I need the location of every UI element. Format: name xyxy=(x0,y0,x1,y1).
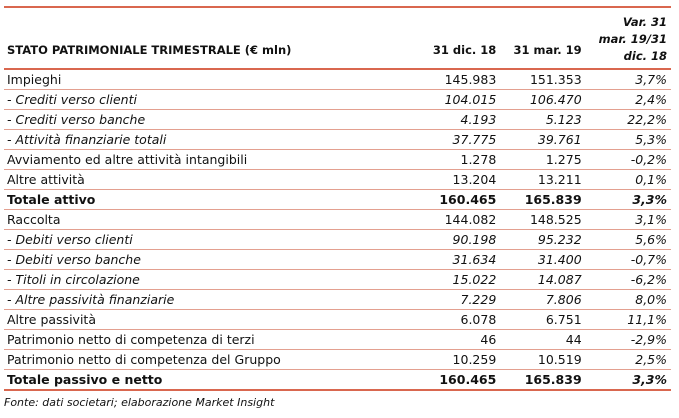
row-label: Totale passivo e netto xyxy=(7,372,163,387)
table-row xyxy=(4,330,671,350)
row-value-dec18: 10.259 xyxy=(452,352,497,367)
row-value-dec18: 7.229 xyxy=(460,292,497,307)
row-label: Totale attivo xyxy=(7,192,96,207)
row-variation: -2,9% xyxy=(630,332,668,347)
table-row xyxy=(4,150,671,170)
row-variation: 3,3% xyxy=(632,192,668,207)
row-value-mar19: 13.211 xyxy=(537,172,582,187)
row-value-dec18: 46 xyxy=(480,332,497,347)
row-variation: 2,5% xyxy=(635,352,668,367)
row-value-dec18: 15.022 xyxy=(452,272,497,287)
row-value-dec18: 160.465 xyxy=(439,372,497,387)
row-variation: -6,2% xyxy=(630,272,668,287)
header-var-line1: Var. 31 xyxy=(622,15,668,29)
row-value-dec18: 90.198 xyxy=(452,232,497,247)
row-value-mar19: 5.123 xyxy=(545,112,582,127)
row-value-dec18: 4.193 xyxy=(460,112,497,127)
row-variation: 5,6% xyxy=(635,232,668,247)
row-value-mar19: 106.470 xyxy=(529,92,582,107)
balance-sheet-table xyxy=(4,6,671,391)
row-value-dec18: 145.983 xyxy=(444,72,497,87)
row-label: Raccolta xyxy=(7,212,61,227)
row-value-mar19: 148.525 xyxy=(529,212,582,227)
row-variation: 3,3% xyxy=(632,372,668,387)
row-value-mar19: 7.806 xyxy=(545,292,582,307)
row-label: Avviamento ed altre attività intangibili xyxy=(7,152,248,167)
row-variation: 3,7% xyxy=(635,72,668,87)
table-row xyxy=(4,270,671,290)
table-row xyxy=(4,250,671,270)
row-value-mar19: 151.353 xyxy=(529,72,582,87)
row-value-dec18: 1.278 xyxy=(460,152,497,167)
row-variation: 3,1% xyxy=(635,212,668,227)
row-label: Altre passività xyxy=(7,312,96,327)
row-variation: 22,2% xyxy=(627,112,668,127)
header-var-line3: dic. 18 xyxy=(623,49,668,63)
row-value-dec18: 31.634 xyxy=(452,252,497,267)
row-value-mar19: 165.839 xyxy=(524,192,582,207)
row-value-mar19: 10.519 xyxy=(537,352,582,367)
table-row xyxy=(4,130,671,150)
header-var-line2: mar. 19/31 xyxy=(598,32,668,46)
row-value-dec18: 104.015 xyxy=(444,92,497,107)
table-row-total xyxy=(4,370,671,391)
row-value-dec18: 160.465 xyxy=(439,192,497,207)
table-row xyxy=(4,70,671,90)
row-label: - Debiti verso banche xyxy=(7,252,141,267)
header-col-mar19: 31 mar. 19 xyxy=(513,43,582,57)
table-row xyxy=(4,90,671,110)
table-row xyxy=(4,310,671,330)
header-col-dec18: 31 dic. 18 xyxy=(432,43,497,57)
row-label: - Crediti verso clienti xyxy=(7,92,137,107)
row-variation: 11,1% xyxy=(627,312,668,327)
row-value-mar19: 31.400 xyxy=(537,252,582,267)
row-label: - Debiti verso clienti xyxy=(7,232,133,247)
table-row xyxy=(4,230,671,250)
row-variation: -0,2% xyxy=(630,152,668,167)
row-variation: 0,1% xyxy=(635,172,668,187)
table-row-total xyxy=(4,190,671,210)
row-value-mar19: 1.275 xyxy=(545,152,582,167)
row-value-mar19: 165.839 xyxy=(524,372,582,387)
table-row xyxy=(4,170,671,190)
row-value-mar19: 39.761 xyxy=(537,132,582,147)
row-value-dec18: 144.082 xyxy=(444,212,497,227)
row-value-mar19: 6.751 xyxy=(545,312,582,327)
table-row xyxy=(4,350,671,370)
row-variation: 8,0% xyxy=(635,292,668,307)
table-header xyxy=(4,8,671,68)
row-variation: 5,3% xyxy=(635,132,668,147)
row-value-mar19: 14.087 xyxy=(537,272,582,287)
row-label: - Attività finanziarie totali xyxy=(7,132,167,147)
row-label: - Crediti verso banche xyxy=(7,112,146,127)
row-label: Patrimonio netto di competenza del Gruppo xyxy=(7,352,281,367)
table-row xyxy=(4,290,671,310)
table-title: STATO PATRIMONIALE TRIMESTRALE (€ mln) xyxy=(7,43,292,57)
row-value-dec18: 6.078 xyxy=(460,312,497,327)
row-label: Altre attività xyxy=(7,172,85,187)
row-label: Impieghi xyxy=(7,72,62,87)
table-body xyxy=(4,70,671,391)
source-note: Fonte: dati societari; elaborazione Market Insight xyxy=(4,396,275,409)
row-label: - Titoli in circolazione xyxy=(7,272,140,287)
row-variation: -0,7% xyxy=(630,252,668,267)
row-value-dec18: 37.775 xyxy=(452,132,497,147)
row-variation: 2,4% xyxy=(635,92,668,107)
row-value-mar19: 95.232 xyxy=(537,232,582,247)
table-row xyxy=(4,110,671,130)
row-value-dec18: 13.204 xyxy=(452,172,497,187)
row-label: - Altre passività finanziarie xyxy=(7,292,175,307)
row-value-mar19: 44 xyxy=(565,332,582,347)
header-col-variation xyxy=(582,14,671,68)
row-label: Patrimonio netto di competenza di terzi xyxy=(7,332,255,347)
table-row xyxy=(4,210,671,230)
